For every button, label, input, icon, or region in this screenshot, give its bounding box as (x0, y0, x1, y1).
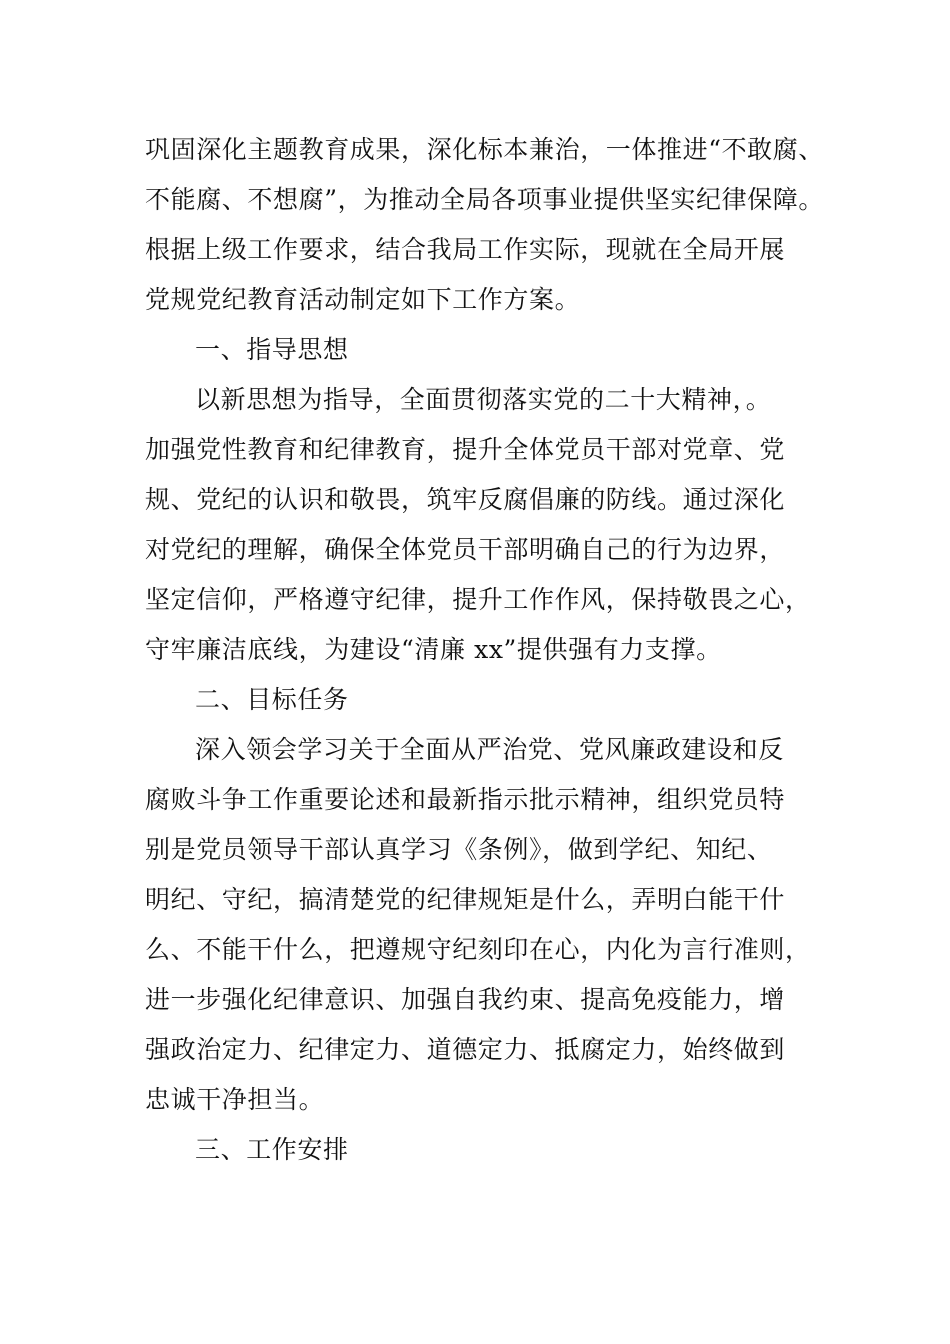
paragraph-line: 忠诚干净担当。 (145, 1085, 325, 1114)
paragraph-line: 腐败斗争工作重要论述和最新指示批示精神，组织党员特 (145, 785, 786, 814)
paragraph-line: 别是党员领导干部认真学习《条例》，做到学纪、知纪、 (145, 835, 773, 864)
paragraph-line: 深入领会学习关于全面从严治党、党风廉政建设和反 (195, 735, 784, 764)
section-heading: 一、指导思想 (195, 335, 349, 364)
paragraph-line: 不能腐、不想腐”，为推动全局各项事业提供坚实纪律保障。 (145, 185, 824, 214)
paragraph-line: 坚定信仰，严格遵守纪律，提升工作作风，保持敬畏之心， (145, 585, 811, 614)
paragraph-line: 强政治定力、纪律定力、道德定力、抵腐定力，始终做到 (145, 1035, 786, 1064)
section-heading: 二、目标任务 (195, 685, 349, 714)
paragraph-line: 么、不能干什么，把遵规守纪刻印在心，内化为言行准则， (145, 935, 811, 964)
paragraph-line: 进一步强化纪律意识、加强自我约束、提高免疫能力，增 (145, 985, 786, 1014)
paragraph-line: 巩固深化主题教育成果，深化标本兼治，一体推进“不敢腐、 (145, 135, 824, 164)
paragraph-line: 规、党纪的认识和敬畏，筑牢反腐倡廉的防线。通过深化 (145, 485, 786, 514)
paragraph-line: 对党纪的理解，确保全体党员干部明确自己的行为边界， (145, 535, 786, 564)
paragraph-line: 党规党纪教育活动制定如下工作方案。 (145, 285, 581, 314)
paragraph-line: 以新思想为指导，全面贯彻落实党的二十大精神，。 (195, 385, 772, 414)
paragraph-line: 明纪、守纪，搞清楚党的纪律规矩是什么，弄明白能干什 (145, 885, 786, 914)
paragraph-line: 守牢廉洁底线，为建设“清廉 xx”提供强有力支撑。 (145, 635, 722, 664)
paragraph-line: 根据上级工作要求，结合我局工作实际，现就在全局开展 (145, 235, 786, 264)
section-heading: 三、工作安排 (195, 1135, 349, 1164)
paragraph-line: 加强党性教育和纪律教育，提升全体党员干部对党章、党 (145, 435, 786, 464)
